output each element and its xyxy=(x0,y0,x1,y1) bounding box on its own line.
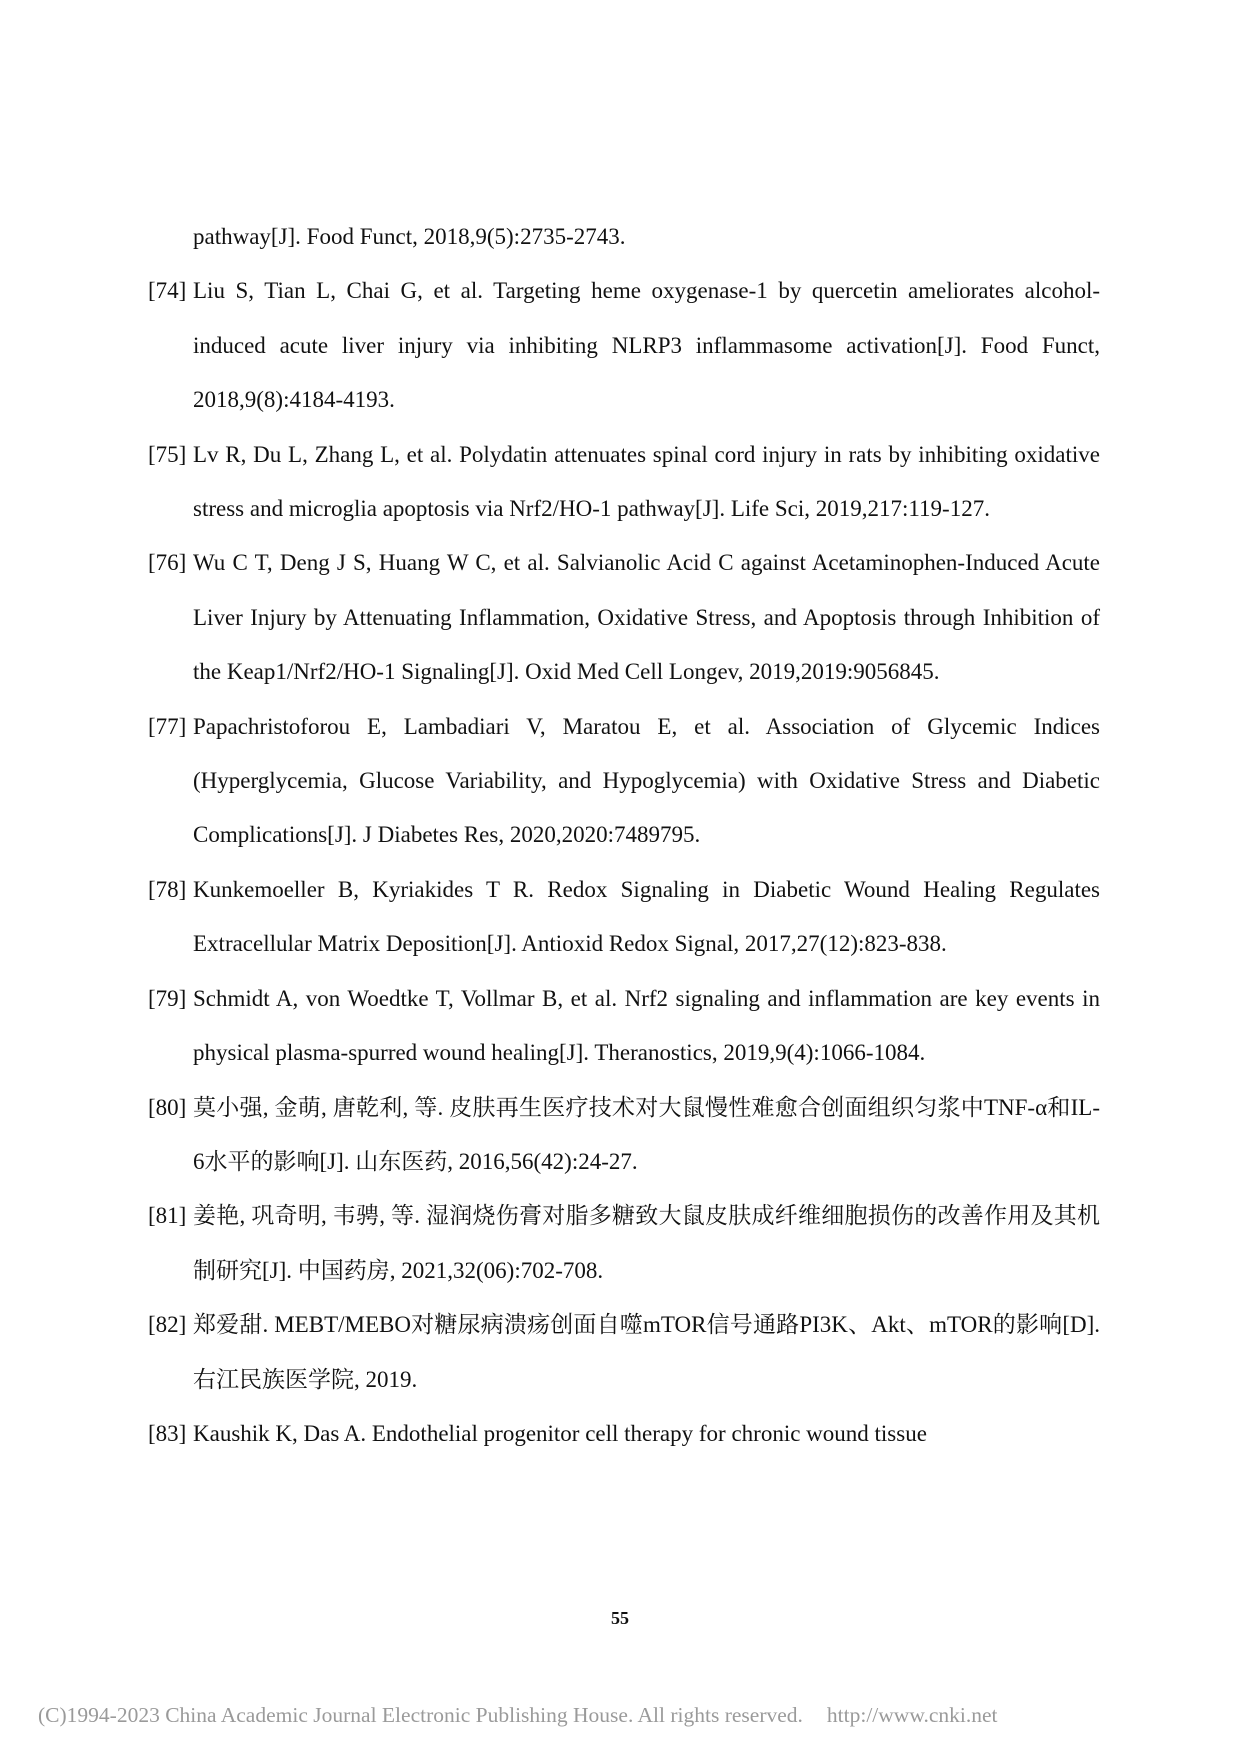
reference-text: 郑爱甜. MEBT/MEBO对糖尿病溃疡创面自噬mTOR信号通路PI3K、Akt、mTOR的影响[D]. 右江民族医学院, 2019. xyxy=(193,1312,1100,1392)
reference-number: [79] xyxy=(148,985,187,1011)
reference-item xyxy=(148,536,1100,699)
reference-text: Lv R, Du L, Zhang L, et al. Polydatin attenuates spinal cord injury in rats by inhibiting oxidative stress and microglia apoptosis via Nrf2/HO-1 pathway[J]. Life Sci, 2019,217:119-127. xyxy=(193,441,1100,522)
reference-number: [80] xyxy=(148,1094,187,1120)
reference-item xyxy=(148,700,1100,863)
reference-text: Liu S, Tian L, Chai G, et al. Targeting heme oxygenase-1 by quercetin ameliorates alcohol-induced acute liver injury via inhibiting NLRP3 inflammasome activation[J]. Food Funct, 2018,9(8):4184-4193. xyxy=(193,278,1100,413)
reference-number: [82] xyxy=(148,1312,187,1338)
reference-text: Kaushik K, Das A. Endothelial progenitor cell therapy for chronic wound tissue xyxy=(193,1420,927,1446)
copyright-footer xyxy=(38,1703,998,1728)
reference-item xyxy=(148,1081,1100,1190)
reference-text: pathway[J]. Food Funct, 2018,9(5):2735-2743. xyxy=(193,224,626,249)
reference-number: [83] xyxy=(148,1420,187,1446)
reference-item xyxy=(148,972,1100,1081)
reference-number: [76] xyxy=(148,550,187,576)
reference-text: Papachristoforou E, Lambadiari V, Maratou E, et al. Association of Glycemic Indices (Hyperglycemia, Glucose Variability, and Hypoglycemia) with Oxidative Stress and Diabetic Complications[J]. J Diabetes Res, 2020,2020:7489795. xyxy=(193,713,1100,848)
copyright-notice: (C)1994-2023 China Academic Journal Electronic Publishing House. All rights reserved. xyxy=(38,1703,803,1727)
reference-item xyxy=(148,1407,1100,1461)
reference-item xyxy=(148,1189,1100,1298)
reference-list xyxy=(148,210,1100,1461)
reference-item xyxy=(148,264,1100,427)
reference-item xyxy=(148,1298,1100,1407)
reference-text: 莫小强, 金萌, 唐乾利, 等. 皮肤再生医疗技术对大鼠慢性难愈合创面组织匀浆中TNF-α和IL-6水平的影响[J]. 山东医药, 2016,56(42):24-27. xyxy=(193,1094,1100,1174)
reference-number: [75] xyxy=(148,441,187,467)
reference-number: [81] xyxy=(148,1203,187,1229)
reference-item xyxy=(148,210,1100,264)
reference-text: 姜艳, 巩奇明, 韦骋, 等. 湿润烧伤膏对脂多糖致大鼠皮肤成纤维细胞损伤的改善作用及其机制研究[J]. 中国药房, 2021,32(06):702-708. xyxy=(193,1203,1100,1283)
reference-text: Kunkemoeller B, Kyriakides T R. Redox Signaling in Diabetic Wound Healing Regulates Extracellular Matrix Deposition[J]. Antioxid Redox Signal, 2017,27(12):823-838. xyxy=(193,876,1100,957)
reference-item xyxy=(148,863,1100,972)
reference-text: Schmidt A, von Woedtke T, Vollmar B, et al. Nrf2 signaling and inflammation are key events in physical plasma-spurred wound healing[J]. Theranostics, 2019,9(4):1066-1084. xyxy=(193,985,1100,1066)
reference-number: [78] xyxy=(148,876,187,902)
reference-number: [74] xyxy=(148,278,187,304)
reference-item xyxy=(148,428,1100,537)
reference-text: Wu C T, Deng J S, Huang W C, et al. Salvianolic Acid C against Acetaminophen-Induced Acute Liver Injury by Attenuating Inflammation, Oxidative Stress, and Apoptosis through Inhibition of the Keap1/Nrf2/HO-1 Signaling[J]. Oxid Med Cell Longev, 2019,2019:9056845. xyxy=(193,550,1100,685)
reference-number: [77] xyxy=(148,713,187,739)
page-number: 55 xyxy=(611,1608,629,1628)
copyright-url: http://www.cnki.net xyxy=(826,1703,998,1727)
